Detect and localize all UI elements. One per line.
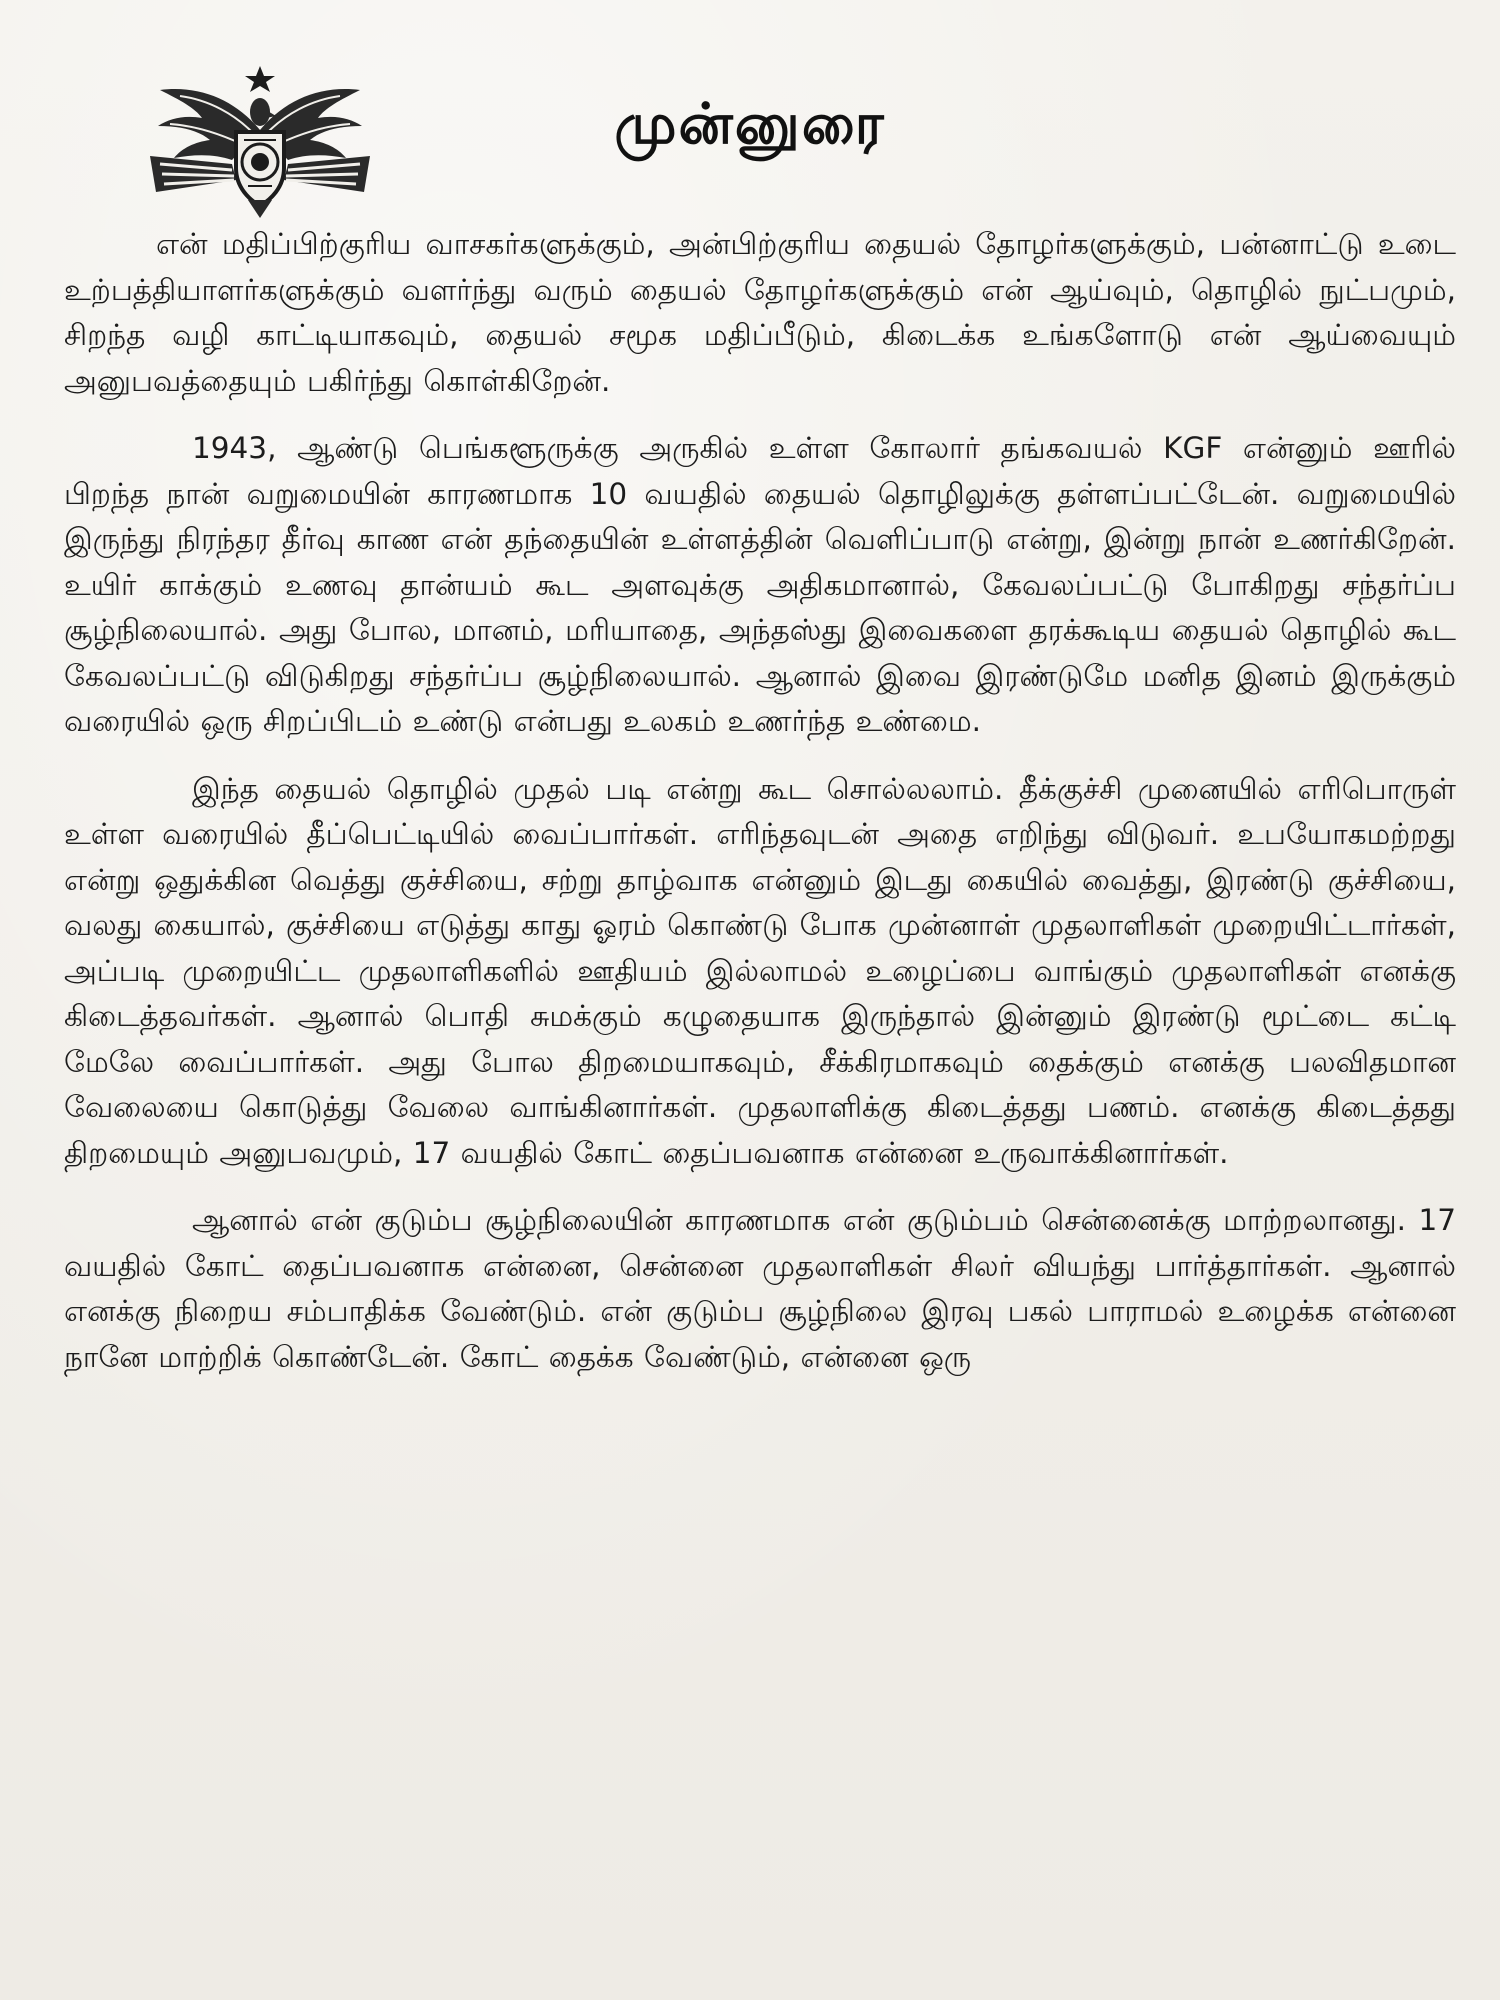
paragraph-childhood: 1943, ஆண்டு பெங்களூருக்கு அருகில் உள்ள கோலார் தங்கவயல் KGF என்னும் ஊரில் பிறந்த நான் வறுமையின் காரணமாக 10 வயதில் தையல் தொழிலுக்கு தள்ளப்பட்டேன். வறுமையில் இருந்து நிரந்தர தீர்வு காண என் தந்தையின் உள்ளத்தின் வெளிப்பாடு என்று, இன்று நான் உணர்கிறேன். உயிர் காக்கும் உணவு தான்யம் கூட அளவுக்கு அதிகமானால், கேவலப்பட்டு போகிறது சந்தர்ப்ப சூழ்நிலையால். அது போல, மானம், மரியாதை, அந்தஸ்து இவைகளை தரக்கூடிய தையல் தொழில் கூட கேவலப்பட்டு விடுகிறது சந்தர்ப்ப சூழ்நிலையால். ஆனால் இவை இரண்டுமே மனித இனம் இருக்கும் வரையில் ஒரு சிறப்பிடம் உண்டு என்பது உலகம் உணர்ந்த உண்மை. bbox=[64, 431, 1456, 738]
paragraph-intro: என் மதிப்பிற்குரிய வாசகர்களுக்கும், அன்பிற்குரிய தையல் தோழர்களுக்கும், பன்னாட்டு உடை உற்பத்தியாளர்களுக்கும் வளர்ந்து வரும் தையல் தோழர்களுக்கும் என் ஆய்வும், தொழில் நுட்பமும், சிறந்த வழி காட்டியாகவும், தையல் சமூக மதிப்பீடும், கிடைக்க உங்களோடு என் ஆய்வையும் அனுபவத்தையும் பகிர்ந்து கொள்கிறேன். bbox=[64, 227, 1456, 398]
paragraph-chennai: ஆனால் என் குடும்ப சூழ்நிலையின் காரணமாக என் குடும்பம் சென்னைக்கு மாற்றலானது. 17 வயதில் கோட் தைப்பவனாக என்னை, சென்னை முதலாளிகள் சிலர் வியந்து பார்த்தார்கள். ஆனால் எனக்கு நிறைய சம்பாதிக்க வேண்டும். என் குடும்ப சூழ்நிலை இரவு பகல் பாராமல் உழைக்க என்னை நானே மாற்றிக் கொண்டேன். கோட் தைக்க வேண்டும், என்னை ஒரு bbox=[64, 1203, 1456, 1374]
body-text bbox=[64, 222, 1456, 1402]
page-title: முன்னுரை bbox=[614, 92, 886, 157]
paragraph-tailoring: இந்த தையல் தொழில் முதல் படி என்று கூட சொல்லலாம். தீக்குச்சி முனையில் எரிபொருள் உள்ள வரையில் தீப்பெட்டியில் வைப்பார்கள். எரிந்தவுடன் அதை எறிந்து விடுவர். உபயோகமற்றது என்று ஒதுக்கின வெத்து குச்சியை, சற்று தாழ்வாக என்னும் இடது கையில் வைத்து, இரண்டு குச்சியை, வலது கையால், குச்சியை எடுத்து காது ஓரம் கொண்டு போக முன்னாள் முதலாளிகள் முறையிட்டார்கள், அப்படி முறையிட்ட முதலாளிகளில் ஊதியம் இல்லாமல் உழைப்பை வாங்கும் முதலாளிகள் எனக்கு கிடைத்தவர்கள். ஆனால் பொதி சுமக்கும் கழுதையாக இருந்தால் இன்னும் இரண்டு மூட்டை கட்டி மேலே வைப்பார்கள். அது போல திறமையாகவும், சீக்கிரமாகவும் தைக்கும் எனக்கு பலவிதமான வேலையை கொடுத்து வேலை வாங்கினார்கள். முதலாளிக்கு கிடைத்தது பணம். எனக்கு கிடைத்தது திறமையும் அனுபவமும், 17 வயதில் கோட் தைப்பவனாக என்னை உருவாக்கினார்கள். bbox=[64, 771, 1456, 1170]
